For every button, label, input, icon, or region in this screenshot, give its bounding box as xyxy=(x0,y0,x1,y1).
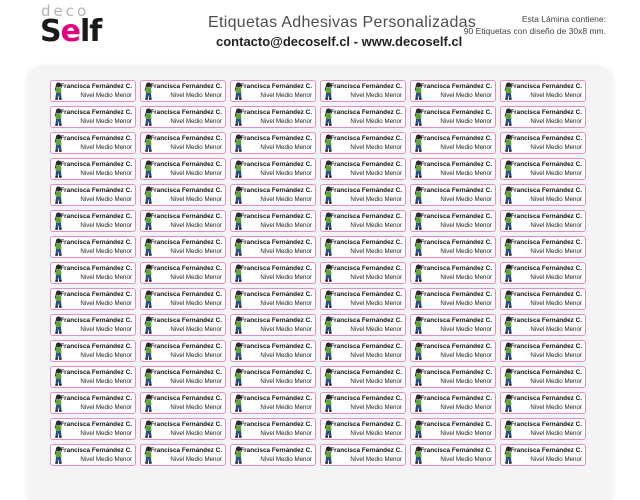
label-level: Nivel Medio Menor xyxy=(440,274,492,281)
name-label xyxy=(140,392,226,414)
name-label xyxy=(50,132,136,154)
label-name: Francisca Fernández C. xyxy=(510,213,582,220)
label-name: Francisca Fernández C. xyxy=(420,135,492,142)
label-name: Francisca Fernández C. xyxy=(510,83,582,90)
label-level: Nivel Medio Menor xyxy=(80,118,132,125)
label-name: Francisca Fernández C. xyxy=(420,447,492,454)
label-name: Francisca Fernández C. xyxy=(60,317,132,324)
name-label xyxy=(230,80,316,102)
name-label xyxy=(230,418,316,440)
name-label xyxy=(140,366,226,388)
label-name: Francisca Fernández C. xyxy=(510,187,582,194)
label-name: Francisca Fernández C. xyxy=(240,187,312,194)
name-label xyxy=(320,184,406,206)
label-name: Francisca Fernández C. xyxy=(240,317,312,324)
label-name: Francisca Fernández C. xyxy=(150,395,222,402)
label-name: Francisca Fernández C. xyxy=(60,161,132,168)
label-name: Francisca Fernández C. xyxy=(420,421,492,428)
label-name: Francisca Fernández C. xyxy=(330,239,402,246)
label-level: Nivel Medio Menor xyxy=(170,170,222,177)
name-label xyxy=(140,444,226,466)
label-level: Nivel Medio Menor xyxy=(440,430,492,437)
name-label xyxy=(320,262,406,284)
label-name: Francisca Fernández C. xyxy=(420,161,492,168)
label-name: Francisca Fernández C. xyxy=(60,421,132,428)
name-label xyxy=(140,80,226,102)
label-level: Nivel Medio Menor xyxy=(260,326,312,333)
name-label xyxy=(50,80,136,102)
label-level: Nivel Medio Menor xyxy=(260,248,312,255)
label-name: Francisca Fernández C. xyxy=(60,265,132,272)
label-name: Francisca Fernández C. xyxy=(420,395,492,402)
label-level: Nivel Medio Menor xyxy=(80,144,132,151)
label-level: Nivel Medio Menor xyxy=(80,274,132,281)
label-name: Francisca Fernández C. xyxy=(420,317,492,324)
label-level: Nivel Medio Menor xyxy=(440,456,492,463)
name-label xyxy=(230,184,316,206)
name-label xyxy=(410,80,496,102)
name-label xyxy=(500,314,586,336)
label-name: Francisca Fernández C. xyxy=(150,291,222,298)
header xyxy=(0,0,640,62)
label-name: Francisca Fernández C. xyxy=(150,187,222,194)
name-label xyxy=(50,366,136,388)
label-level: Nivel Medio Menor xyxy=(80,248,132,255)
page-title: Etiquetas Adhesivas Personalizadas xyxy=(208,14,477,31)
name-label xyxy=(500,236,586,258)
label-level: Nivel Medio Menor xyxy=(80,170,132,177)
label-name: Francisca Fernández C. xyxy=(240,447,312,454)
label-level: Nivel Medio Menor xyxy=(440,92,492,99)
label-name: Francisca Fernández C. xyxy=(420,109,492,116)
name-label xyxy=(500,340,586,362)
name-label xyxy=(410,340,496,362)
name-label xyxy=(410,106,496,128)
label-level: Nivel Medio Menor xyxy=(530,456,582,463)
label-name: Francisca Fernández C. xyxy=(330,291,402,298)
label-level: Nivel Medio Menor xyxy=(530,274,582,281)
name-label xyxy=(320,132,406,154)
label-level: Nivel Medio Menor xyxy=(260,430,312,437)
label-level: Nivel Medio Menor xyxy=(80,222,132,229)
label-name: Francisca Fernández C. xyxy=(510,447,582,454)
label-name: Francisca Fernández C. xyxy=(420,369,492,376)
label-level: Nivel Medio Menor xyxy=(530,248,582,255)
label-level: Nivel Medio Menor xyxy=(350,404,402,411)
label-name: Francisca Fernández C. xyxy=(240,135,312,142)
label-level: Nivel Medio Menor xyxy=(350,170,402,177)
label-level: Nivel Medio Menor xyxy=(170,274,222,281)
name-label xyxy=(50,340,136,362)
label-level: Nivel Medio Menor xyxy=(440,300,492,307)
label-name: Francisca Fernández C. xyxy=(330,265,402,272)
label-level: Nivel Medio Menor xyxy=(80,430,132,437)
name-label xyxy=(230,340,316,362)
label-level: Nivel Medio Menor xyxy=(530,300,582,307)
name-label xyxy=(410,444,496,466)
label-level: Nivel Medio Menor xyxy=(350,430,402,437)
name-label xyxy=(50,158,136,180)
name-label xyxy=(50,392,136,414)
label-name: Francisca Fernández C. xyxy=(60,447,132,454)
name-label xyxy=(320,418,406,440)
label-name: Francisca Fernández C. xyxy=(330,343,402,350)
label-level: Nivel Medio Menor xyxy=(260,274,312,281)
label-level: Nivel Medio Menor xyxy=(530,118,582,125)
name-label xyxy=(50,106,136,128)
label-level: Nivel Medio Menor xyxy=(170,378,222,385)
name-label xyxy=(140,210,226,232)
label-grid xyxy=(50,80,586,466)
label-level: Nivel Medio Menor xyxy=(350,144,402,151)
name-label xyxy=(140,262,226,284)
name-label xyxy=(320,158,406,180)
label-level: Nivel Medio Menor xyxy=(440,352,492,359)
label-name: Francisca Fernández C. xyxy=(330,187,402,194)
label-name: Francisca Fernández C. xyxy=(240,239,312,246)
name-label xyxy=(140,288,226,310)
label-name: Francisca Fernández C. xyxy=(420,343,492,350)
label-level: Nivel Medio Menor xyxy=(530,378,582,385)
label-level: Nivel Medio Menor xyxy=(170,456,222,463)
label-name: Francisca Fernández C. xyxy=(150,83,222,90)
label-name: Francisca Fernández C. xyxy=(510,135,582,142)
label-level: Nivel Medio Menor xyxy=(530,430,582,437)
label-name: Francisca Fernández C. xyxy=(330,213,402,220)
label-name: Francisca Fernández C. xyxy=(150,109,222,116)
label-level: Nivel Medio Menor xyxy=(170,326,222,333)
name-label xyxy=(320,314,406,336)
label-name: Francisca Fernández C. xyxy=(60,239,132,246)
name-label xyxy=(230,236,316,258)
label-level: Nivel Medio Menor xyxy=(530,196,582,203)
label-level: Nivel Medio Menor xyxy=(260,404,312,411)
name-label xyxy=(410,158,496,180)
label-name: Francisca Fernández C. xyxy=(150,343,222,350)
name-label xyxy=(320,80,406,102)
label-name: Francisca Fernández C. xyxy=(330,369,402,376)
label-level: Nivel Medio Menor xyxy=(80,352,132,359)
label-name: Francisca Fernández C. xyxy=(510,369,582,376)
label-level: Nivel Medio Menor xyxy=(350,222,402,229)
name-label xyxy=(50,418,136,440)
label-name: Francisca Fernández C. xyxy=(240,421,312,428)
label-name: Francisca Fernández C. xyxy=(420,187,492,194)
label-name: Francisca Fernández C. xyxy=(240,213,312,220)
label-level: Nivel Medio Menor xyxy=(170,92,222,99)
name-label xyxy=(500,392,586,414)
label-level: Nivel Medio Menor xyxy=(260,378,312,385)
name-label xyxy=(50,444,136,466)
label-level: Nivel Medio Menor xyxy=(530,92,582,99)
name-label xyxy=(50,184,136,206)
name-label xyxy=(230,366,316,388)
label-level: Nivel Medio Menor xyxy=(440,144,492,151)
label-name: Francisca Fernández C. xyxy=(510,109,582,116)
name-label xyxy=(230,392,316,414)
label-level: Nivel Medio Menor xyxy=(350,196,402,203)
name-label xyxy=(410,132,496,154)
name-label xyxy=(320,288,406,310)
name-label xyxy=(50,314,136,336)
label-level: Nivel Medio Menor xyxy=(80,326,132,333)
label-name: Francisca Fernández C. xyxy=(330,109,402,116)
label-level: Nivel Medio Menor xyxy=(260,196,312,203)
label-level: Nivel Medio Menor xyxy=(80,196,132,203)
label-level: Nivel Medio Menor xyxy=(170,144,222,151)
logo-deco: deco xyxy=(41,2,90,20)
label-level: Nivel Medio Menor xyxy=(530,404,582,411)
name-label xyxy=(320,366,406,388)
label-level: Nivel Medio Menor xyxy=(170,222,222,229)
name-label xyxy=(140,418,226,440)
label-level: Nivel Medio Menor xyxy=(350,274,402,281)
label-name: Francisca Fernández C. xyxy=(330,395,402,402)
name-label xyxy=(500,184,586,206)
label-level: Nivel Medio Menor xyxy=(170,196,222,203)
label-level: Nivel Medio Menor xyxy=(440,404,492,411)
name-label xyxy=(230,314,316,336)
label-level: Nivel Medio Menor xyxy=(260,300,312,307)
sheet-note xyxy=(464,13,606,37)
label-name: Francisca Fernández C. xyxy=(150,135,222,142)
contact-line[interactable]: contacto@decoself.cl - www.decoself.cl xyxy=(216,34,463,49)
name-label xyxy=(320,106,406,128)
name-label xyxy=(140,158,226,180)
label-name: Francisca Fernández C. xyxy=(330,317,402,324)
label-name: Francisca Fernández C. xyxy=(60,187,132,194)
label-name: Francisca Fernández C. xyxy=(510,291,582,298)
label-name: Francisca Fernández C. xyxy=(150,265,222,272)
label-level: Nivel Medio Menor xyxy=(170,248,222,255)
label-name: Francisca Fernández C. xyxy=(60,109,132,116)
name-label xyxy=(50,210,136,232)
name-label xyxy=(140,106,226,128)
label-name: Francisca Fernández C. xyxy=(240,395,312,402)
label-level: Nivel Medio Menor xyxy=(350,92,402,99)
label-level: Nivel Medio Menor xyxy=(350,326,402,333)
label-name: Francisca Fernández C. xyxy=(420,265,492,272)
label-level: Nivel Medio Menor xyxy=(260,222,312,229)
label-level: Nivel Medio Menor xyxy=(170,118,222,125)
label-name: Francisca Fernández C. xyxy=(240,83,312,90)
name-label xyxy=(410,210,496,232)
name-label xyxy=(230,132,316,154)
label-level: Nivel Medio Menor xyxy=(80,404,132,411)
label-name: Francisca Fernández C. xyxy=(510,239,582,246)
name-label xyxy=(320,392,406,414)
label-name: Francisca Fernández C. xyxy=(510,395,582,402)
label-level: Nivel Medio Menor xyxy=(350,456,402,463)
label-level: Nivel Medio Menor xyxy=(440,378,492,385)
label-level: Nivel Medio Menor xyxy=(350,352,402,359)
name-label xyxy=(50,236,136,258)
name-label xyxy=(500,158,586,180)
logo-self: Self xyxy=(40,14,102,49)
name-label xyxy=(500,210,586,232)
name-label xyxy=(230,210,316,232)
label-name: Francisca Fernández C. xyxy=(60,369,132,376)
label-name: Francisca Fernández C. xyxy=(240,369,312,376)
label-level: Nivel Medio Menor xyxy=(350,378,402,385)
label-level: Nivel Medio Menor xyxy=(170,352,222,359)
name-label xyxy=(320,444,406,466)
label-name: Francisca Fernández C. xyxy=(330,135,402,142)
name-label xyxy=(230,158,316,180)
label-name: Francisca Fernández C. xyxy=(330,421,402,428)
label-level: Nivel Medio Menor xyxy=(350,118,402,125)
name-label xyxy=(140,314,226,336)
label-name: Francisca Fernández C. xyxy=(150,447,222,454)
label-level: Nivel Medio Menor xyxy=(440,222,492,229)
label-name: Francisca Fernández C. xyxy=(60,291,132,298)
label-name: Francisca Fernández C. xyxy=(510,265,582,272)
label-level: Nivel Medio Menor xyxy=(260,92,312,99)
name-label xyxy=(500,80,586,102)
name-label xyxy=(500,418,586,440)
label-level: Nivel Medio Menor xyxy=(350,248,402,255)
name-label xyxy=(500,132,586,154)
label-level: Nivel Medio Menor xyxy=(170,404,222,411)
label-name: Francisca Fernández C. xyxy=(330,161,402,168)
name-label xyxy=(140,132,226,154)
label-level: Nivel Medio Menor xyxy=(260,456,312,463)
name-label xyxy=(50,288,136,310)
label-name: Francisca Fernández C. xyxy=(60,213,132,220)
label-name: Francisca Fernández C. xyxy=(420,291,492,298)
label-name: Francisca Fernández C. xyxy=(240,109,312,116)
label-level: Nivel Medio Menor xyxy=(440,118,492,125)
label-name: Francisca Fernández C. xyxy=(240,265,312,272)
name-label xyxy=(140,236,226,258)
label-level: Nivel Medio Menor xyxy=(530,326,582,333)
name-label xyxy=(410,184,496,206)
label-name: Francisca Fernández C. xyxy=(420,83,492,90)
name-label xyxy=(140,184,226,206)
name-label xyxy=(500,106,586,128)
name-label xyxy=(500,366,586,388)
label-name: Francisca Fernández C. xyxy=(60,395,132,402)
label-level: Nivel Medio Menor xyxy=(170,430,222,437)
label-name: Francisca Fernández C. xyxy=(150,239,222,246)
label-name: Francisca Fernández C. xyxy=(510,343,582,350)
name-label xyxy=(410,236,496,258)
label-name: Francisca Fernández C. xyxy=(420,213,492,220)
label-level: Nivel Medio Menor xyxy=(80,378,132,385)
label-level: Nivel Medio Menor xyxy=(530,222,582,229)
label-name: Francisca Fernández C. xyxy=(420,239,492,246)
label-level: Nivel Medio Menor xyxy=(80,92,132,99)
label-level: Nivel Medio Menor xyxy=(80,300,132,307)
label-name: Francisca Fernández C. xyxy=(60,83,132,90)
name-label xyxy=(500,262,586,284)
label-name: Francisca Fernández C. xyxy=(510,421,582,428)
name-label xyxy=(410,418,496,440)
name-label xyxy=(410,262,496,284)
label-level: Nivel Medio Menor xyxy=(530,144,582,151)
label-level: Nivel Medio Menor xyxy=(80,456,132,463)
name-label xyxy=(410,366,496,388)
label-name: Francisca Fernández C. xyxy=(150,213,222,220)
name-label xyxy=(230,262,316,284)
name-label xyxy=(410,288,496,310)
label-name: Francisca Fernández C. xyxy=(240,343,312,350)
name-label xyxy=(230,444,316,466)
name-label xyxy=(230,106,316,128)
label-name: Francisca Fernández C. xyxy=(510,161,582,168)
label-level: Nivel Medio Menor xyxy=(260,144,312,151)
name-label xyxy=(50,262,136,284)
label-name: Francisca Fernández C. xyxy=(240,291,312,298)
label-level: Nivel Medio Menor xyxy=(260,352,312,359)
label-level: Nivel Medio Menor xyxy=(530,170,582,177)
name-label xyxy=(320,340,406,362)
name-label xyxy=(320,210,406,232)
label-level: Nivel Medio Menor xyxy=(440,170,492,177)
label-name: Francisca Fernández C. xyxy=(330,447,402,454)
label-name: Francisca Fernández C. xyxy=(150,421,222,428)
label-level: Nivel Medio Menor xyxy=(170,300,222,307)
name-label xyxy=(320,236,406,258)
name-label xyxy=(140,340,226,362)
label-level: Nivel Medio Menor xyxy=(260,170,312,177)
name-label xyxy=(500,288,586,310)
sheet-note-line2: 90 Etiquetas con diseño de 30x8 mm. xyxy=(463,26,606,36)
name-label xyxy=(410,392,496,414)
label-name: Francisca Fernández C. xyxy=(150,369,222,376)
label-level: Nivel Medio Menor xyxy=(440,248,492,255)
label-level: Nivel Medio Menor xyxy=(260,118,312,125)
name-label xyxy=(410,314,496,336)
label-name: Francisca Fernández C. xyxy=(510,317,582,324)
sheet-note-line1: Esta Lámina contiene: xyxy=(521,14,606,24)
label-name: Francisca Fernández C. xyxy=(240,161,312,168)
label-level: Nivel Medio Menor xyxy=(350,300,402,307)
label-level: Nivel Medio Menor xyxy=(440,196,492,203)
label-level: Nivel Medio Menor xyxy=(530,352,582,359)
label-name: Francisca Fernández C. xyxy=(60,343,132,350)
label-name: Francisca Fernández C. xyxy=(150,317,222,324)
name-label xyxy=(230,288,316,310)
label-level: Nivel Medio Menor xyxy=(440,326,492,333)
label-name: Francisca Fernández C. xyxy=(60,135,132,142)
label-name: Francisca Fernández C. xyxy=(330,83,402,90)
name-label xyxy=(500,444,586,466)
label-name: Francisca Fernández C. xyxy=(150,161,222,168)
